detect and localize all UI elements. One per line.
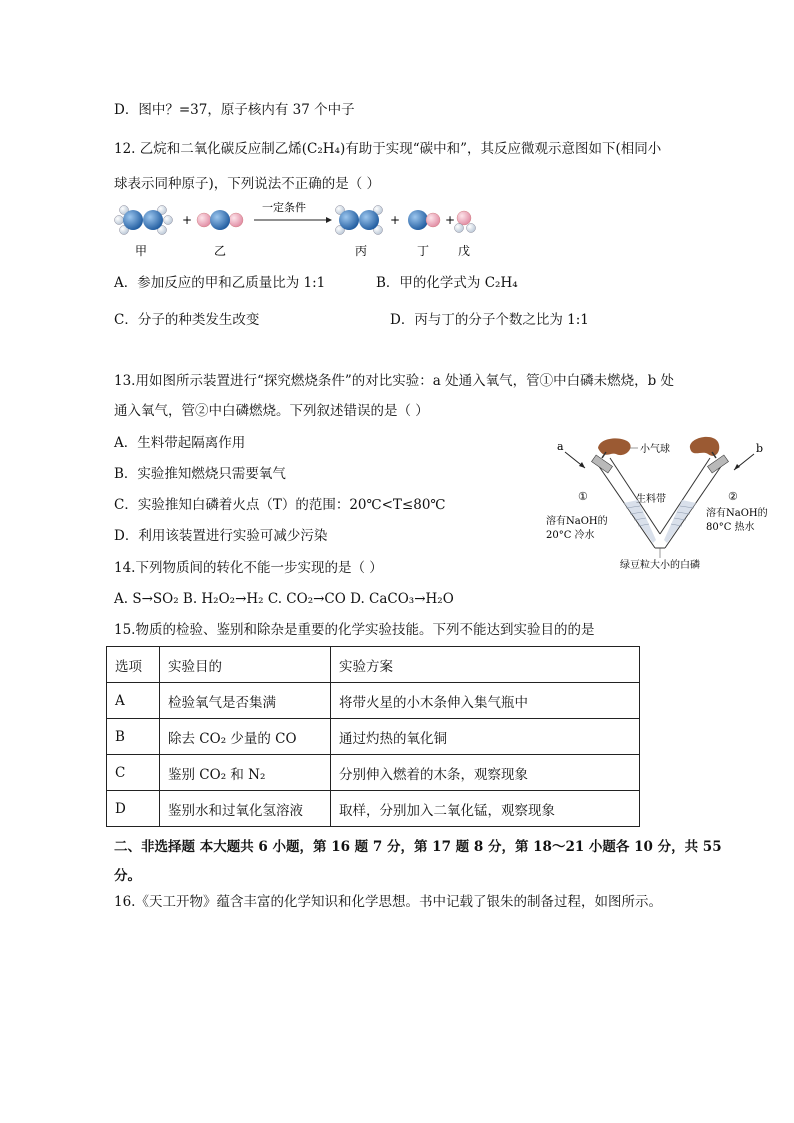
plus-2: + (390, 213, 401, 227)
row-a-purpose: 检验氧气是否集满 (160, 683, 331, 719)
table-header-row (107, 647, 640, 683)
left-solution-label-2: 20°C 冷水 (546, 530, 595, 541)
row-d-purpose: 鉴别水和过氧化氢溶液 (160, 791, 331, 827)
molecule-ding (408, 210, 440, 230)
q13-option-a: A．生料带起隔离作用 (114, 435, 246, 451)
reaction-diagram (112, 200, 492, 260)
q12-stem-line1: 12. 乙烷和二氧化碳反应制乙烯(C₂H₄)有助于实现“碳中和”，其反应微观示意图如下(相同小 (114, 141, 662, 157)
label-yi: 乙 (214, 244, 227, 258)
tube2-label: ② (728, 490, 738, 503)
q14-options: A. S→SO₂ B. H₂O₂→H₂ C. CO₂→CO D. CaCO₃→H₂O (114, 591, 454, 607)
q15-options-table (106, 646, 640, 827)
q13-option-d: D．利用该装置进行实验可减少污染 (114, 528, 328, 544)
molecule-bing (336, 206, 383, 235)
section2-heading-line2: 分。 (114, 868, 141, 884)
tube1-label: ① (578, 490, 588, 503)
table-row (107, 683, 640, 719)
row-c-option: C (107, 755, 160, 791)
q13-option-b: B．实验推知燃烧只需要氧气 (114, 466, 286, 482)
q13-stem-line1: 13.用如图所示装置进行“探究燃烧条件”的对比实验：a 处通入氧气，管①中白磷未燃烧，b 处 (114, 373, 675, 389)
row-c-purpose: 鉴别 CO₂ 和 N₂ (160, 755, 331, 791)
molecule-yi (197, 210, 243, 230)
reaction-condition: 一定条件 (262, 201, 306, 214)
molecule-jia (115, 206, 173, 235)
q12-option-a: A．参加反应的甲和乙质量比为 1:1 (114, 275, 326, 291)
header-purpose: 实验目的 (160, 647, 331, 683)
molecule-wu (455, 211, 476, 233)
tape-label: 生料带 (636, 494, 666, 505)
q13-stem-line2: 通入氧气，管②中白磷燃烧。下列叙述错误的是（ ） (114, 403, 429, 419)
label-bing: 丙 (355, 244, 368, 258)
table-row (107, 719, 640, 755)
row-b-plan: 通过灼热的氧化铜 (331, 719, 640, 755)
section2-heading-line1: 二、非选择题 本大题共 6 小题，第 16 题 7 分，第 17 题 8 分，第 18～21 小题各 10 分，共 55 (114, 839, 722, 855)
row-b-option: B (107, 719, 160, 755)
q12-option-c: C．分子的种类发生改变 (114, 312, 260, 328)
row-d-plan: 取样，分别加入二氧化锰，观察现象 (331, 791, 640, 827)
q12-option-d: D．丙与丁的分子个数之比为 1:1 (390, 312, 589, 328)
table-row (107, 791, 640, 827)
plus-1: + (182, 213, 193, 227)
q13-option-c: C．实验推知白磷着火点（T）的范围：20℃<T≤80℃ (114, 497, 446, 513)
right-solution-label-1: 溶有NaOH的 (706, 508, 768, 519)
combustion-apparatus-figure (540, 430, 780, 575)
label-b: b (756, 442, 764, 455)
q11-option-d: D．图中？=37，原子核内有 37 个中子 (114, 102, 355, 118)
label-wu: 戊 (458, 244, 471, 258)
row-a-option: A (107, 683, 160, 719)
balloon-right (690, 437, 719, 456)
header-option: 选项 (107, 647, 160, 683)
label-ding: 丁 (417, 244, 430, 258)
row-b-purpose: 除去 CO₂ 少量的 CO (160, 719, 331, 755)
left-solution-label-1: 溶有NaOH的 (546, 516, 608, 527)
q16-stem: 16.《天工开物》蕴含丰富的化学知识和化学思想。书中记载了银朱的制备过程，如图所示。 (114, 894, 662, 910)
label-a: a (557, 440, 564, 453)
header-plan: 实验方案 (331, 647, 640, 683)
label-jia: 甲 (135, 244, 148, 258)
row-c-plan: 分别伸入燃着的木条，观察现象 (331, 755, 640, 791)
q12-stem-line2: 球表示同种原子)，下列说法不正确的是（ ） (114, 176, 381, 192)
row-d-option: D (107, 791, 160, 827)
white-phosphorus-label: 绿豆粒大小的白磷 (620, 560, 700, 571)
balloon-label: 小气球 (640, 444, 670, 455)
balloon-left (598, 438, 631, 455)
plus-3: + (445, 213, 456, 227)
table-row (107, 755, 640, 791)
q12-option-b: B．甲的化学式为 C₂H₄ (376, 275, 518, 291)
q15-stem: 15.物质的检验、鉴别和除杂是重要的化学实验技能。下列不能达到实验目的的是 (114, 622, 595, 638)
row-a-plan: 将带火星的小木条伸入集气瓶中 (331, 683, 640, 719)
right-solution-label-2: 80°C 热水 (706, 522, 755, 533)
q14-stem: 14.下列物质间的转化不能一步实现的是（ ） (114, 560, 383, 576)
